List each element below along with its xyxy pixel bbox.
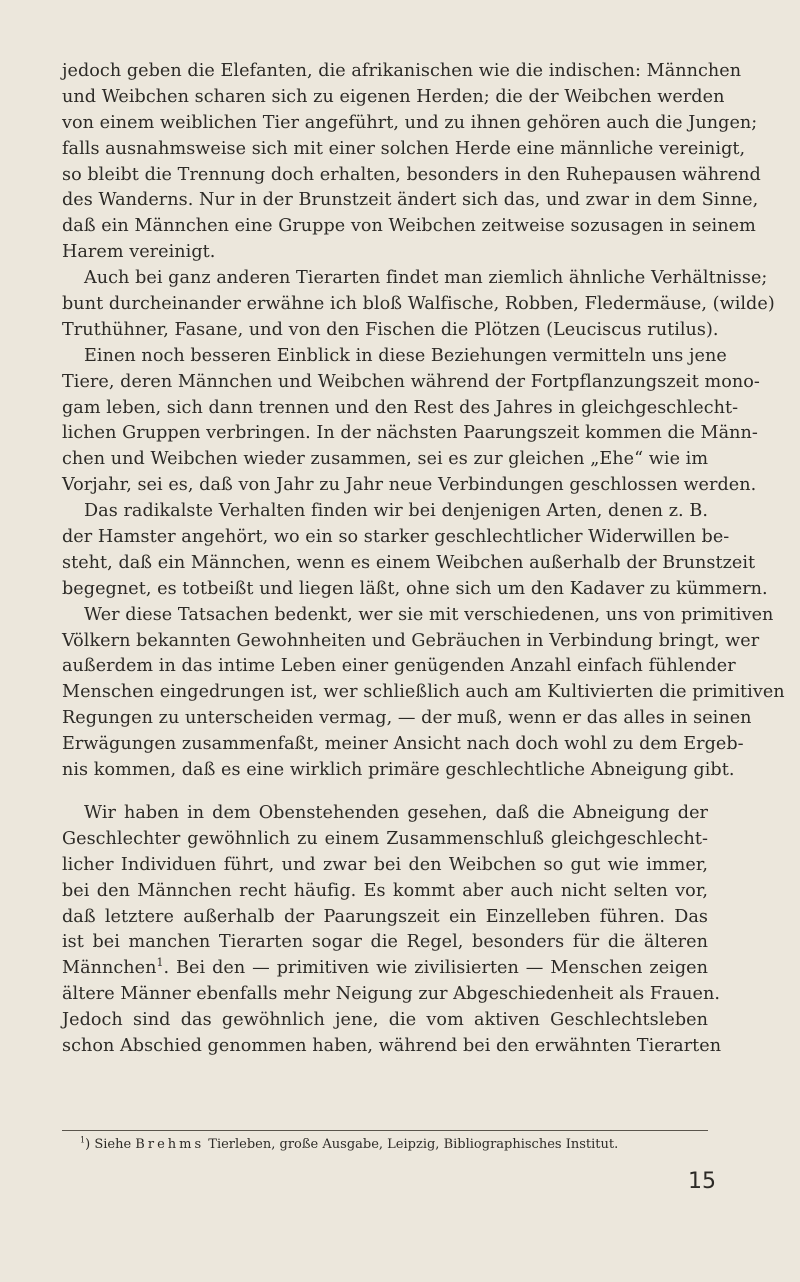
text-fragment: . Bei den — primitiven wie zivilisierten — Menschen zeigen: [163, 958, 708, 979]
main-text-upper: [62, 59, 785, 784]
text-line: Wir haben in dem Obenstehenden gesehen, daß die Abneigung der: [84, 803, 708, 823]
text-line: Regungen zu unterscheiden vermag, — der muß, wenn er das alles in seinen: [62, 708, 752, 729]
text-line: steht, daß ein Männchen, wenn es einem Weibchen außerhalb der Brunstzeit: [62, 552, 756, 573]
text-line-with-footnote-ref: [62, 956, 708, 982]
text-line: bei den Männchen recht häufig. Es kommt aber auch nicht selten vor,: [62, 880, 708, 901]
text-line: Wer diese Tatsachen bedenkt, wer sie mit verschiedenen, uns von primitiven: [84, 604, 774, 625]
text-line: Auch bei ganz anderen Tierarten findet man ziemlich ähnliche Verhältnisse;: [84, 268, 768, 289]
text-line: Menschen eingedrungen ist, wer schließlich auch am Kultivierten die primitiven: [62, 682, 785, 703]
text-line: Harem vereinigt.: [62, 242, 216, 263]
text-line: ist bei manchen Tierarten sogar die Regel, besonders für die älteren: [62, 932, 708, 953]
text-line: Jedoch sind das gewöhnlich jene, die vom aktiven Geschlechtsleben: [62, 1010, 708, 1031]
text-line: so bleibt die Trennung doch erhalten, besonders in den Ruhepausen während: [62, 164, 761, 185]
text-line: bunt durcheinander erwähne ich bloß Walfische, Robben, Fledermäuse, (wilde): [62, 294, 775, 315]
text-line: chen und Weibchen wieder zusammen, sei es zur gleichen „Ehe“ wie im: [62, 449, 709, 470]
text-line: daß letztere außerhalb der Paarungszeit ein Einzelleben führen. Das: [62, 906, 708, 927]
text-line: Tiere, deren Männchen und Weibchen während der Fortpflanzungszeit mono-: [62, 371, 760, 392]
footnote-author: Brehms: [135, 1137, 205, 1152]
text-line: lichen Gruppen verbringen. In der nächsten Paarungszeit kommen die Männ-: [62, 423, 758, 444]
footnote-marker: 1: [80, 1135, 86, 1145]
footnote-divider: [62, 1130, 708, 1131]
footnote: [80, 1136, 706, 1154]
text-line: licher Individuen führt, und zwar bei den Weibchen so gut wie immer,: [62, 854, 708, 875]
text-line: schon Abschied genommen haben, während bei den erwähnten Tierarten: [62, 1036, 722, 1057]
text-line: von einem weiblichen Tier angeführt, und zu ihnen gehören auch die Jungen;: [62, 112, 758, 133]
text-line: daß ein Männchen eine Gruppe von Weibchen zeitweise sozusagen in seinem: [62, 216, 756, 237]
main-text-lower: [62, 801, 722, 1060]
text-line: Truthühner, Fasane, und von den Fischen die Plötzen (Leuciscus rutilus).: [62, 319, 719, 340]
text-line: Einen noch besseren Einblick in diese Beziehungen vermitteln uns jene: [84, 345, 727, 366]
footnote-reference[interactable]: 1: [156, 956, 164, 970]
page-number: 15: [688, 1169, 716, 1194]
text-fragment: Männchen: [62, 958, 157, 979]
text-line: außerdem in das intime Leben einer genügenden Anzahl einfach fühlender: [62, 656, 736, 677]
text-line: und Weibchen scharen sich zu eigenen Herden; die der Weibchen werden: [62, 86, 725, 107]
text-line: Erwägungen zusammenfaßt, meiner Ansicht nach doch wohl zu dem Ergeb-: [62, 734, 744, 755]
text-line: Geschlechter gewöhnlich zu einem Zusammenschluß gleichgeschlecht-: [62, 828, 708, 849]
text-line: Das radikalste Verhalten finden wir bei denjenigen Arten, denen z. B.: [84, 501, 708, 522]
footnote-text: Tierleben, große Ausgabe, Leipzig, Bibliographisches Institut.: [204, 1137, 619, 1152]
text-line: begegnet, es totbeißt und liegen läßt, ohne sich um den Kadaver zu kümmern.: [62, 578, 768, 599]
text-line: der Hamster angehört, wo ein so starker geschlechtlicher Widerwillen be-: [62, 527, 730, 548]
footnote-paren: ): [85, 1137, 91, 1152]
text-line: falls ausnahmsweise sich mit einer solchen Herde eine männliche vereinigt,: [62, 138, 746, 159]
text-line: ältere Männer ebenfalls mehr Neigung zur Abgeschiedenheit als Frauen.: [62, 984, 721, 1005]
text-line: jedoch geben die Elefanten, die afrikanischen wie die indischen: Männchen: [62, 61, 742, 81]
text-line: Vorjahr, sei es, daß von Jahr zu Jahr neue Verbindungen geschlossen werden.: [62, 475, 757, 496]
footnote-prefix: Siehe: [90, 1137, 136, 1152]
text-line: des Wanderns. Nur in der Brunstzeit ändert sich das, und zwar in dem Sinne,: [62, 190, 759, 211]
text-line: nis kommen, daß es eine wirklich primäre geschlechtliche Abneigung gibt.: [62, 760, 735, 781]
text-line: Völkern bekannten Gewohnheiten und Gebräuchen in Verbindung bringt, wer: [62, 630, 760, 651]
text-line: gam leben, sich dann trennen und den Rest des Jahres in gleichgeschlecht-: [62, 397, 739, 418]
